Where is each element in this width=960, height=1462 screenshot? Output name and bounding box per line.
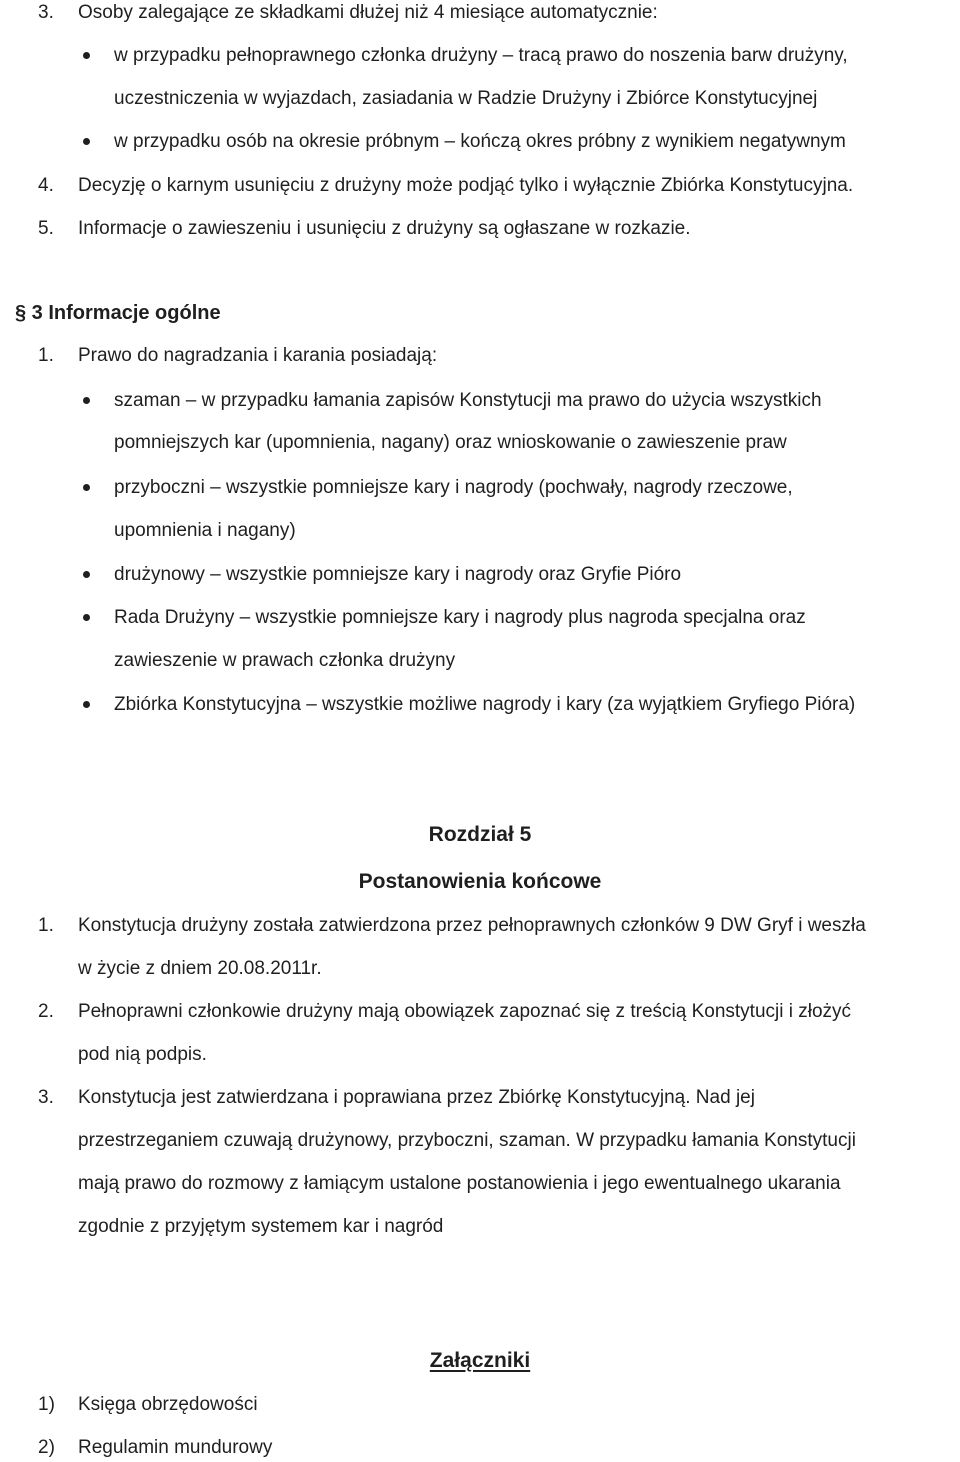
paragraph-line: pod nią podpis.	[78, 1044, 207, 1065]
paragraph-line: Konstytucja drużyny została zatwierdzona przez pełnoprawnych członków 9 DW Gryf i weszła	[78, 915, 866, 936]
attachment-number: 2)	[38, 1437, 55, 1458]
item-number: 3.	[38, 1087, 54, 1108]
paragraph-line: Prawo do nagradzania i karania posiadają:	[78, 345, 438, 366]
attachment-item: Księga obrzędowości	[78, 1394, 258, 1415]
attachment-item: Regulamin mundurowy	[78, 1437, 273, 1458]
bullet-icon	[83, 614, 90, 621]
paragraph-line: Konstytucja jest zatwierdzana i poprawiana przez Zbiórkę Konstytucyjną. Nad jej	[78, 1087, 755, 1108]
bullet-text: uczestniczenia w wyjazdach, zasiadania w Radzie Drużyny i Zbiórce Konstytucyjnej	[114, 88, 818, 109]
bullet-icon	[83, 52, 90, 59]
bullet-icon	[83, 571, 90, 578]
item-number: 4.	[38, 175, 54, 196]
item-number: 1.	[38, 915, 54, 936]
bullet-text: drużynowy – wszystkie pomniejsze kary i nagrody oraz Gryfie Pióro	[114, 564, 682, 585]
bullet-text: pomniejszych kar (upomnienia, nagany) oraz wnioskowanie o zawieszenie praw	[114, 432, 787, 453]
bullet-text: przyboczni – wszystkie pomniejsze kary i nagrody (pochwały, nagrody rzeczowe,	[114, 477, 793, 498]
paragraph-line: zgodnie z przyjętym systemem kar i nagród	[78, 1216, 444, 1237]
item-number: 2.	[38, 1001, 54, 1022]
bullet-text: zawieszenie w prawach członka drużyny	[114, 650, 456, 671]
paragraph-line: Pełnoprawni członkowie drużyny mają obowiązek zapoznać się z treścią Konstytucji i złożyć	[78, 1001, 852, 1022]
section-heading: § 3 Informacje ogólne	[15, 302, 221, 324]
bullet-icon	[83, 138, 90, 145]
chapter-subtitle: Postanowienia końcowe	[358, 870, 602, 893]
item-number: 1.	[38, 345, 54, 366]
attachment-number: 1)	[38, 1394, 55, 1415]
bullet-text: upomnienia i nagany)	[114, 520, 296, 541]
bullet-text: szaman – w przypadku łamania zapisów Konstytucji ma prawo do użycia wszystkich	[114, 390, 822, 411]
item-number: 5.	[38, 218, 54, 239]
paragraph-line: mają prawo do rozmowy z łamiącym ustalone postanowienia i jego ewentualnego ukarania	[78, 1173, 841, 1194]
bullet-icon	[83, 397, 90, 404]
paragraph-line: w życie z dniem 20.08.2011r.	[78, 958, 322, 979]
bullet-text: w przypadku osób na okresie próbnym – kończą okres próbny z wynikiem negatywnym	[114, 131, 846, 152]
attachments-title-wrapper	[0, 1348, 960, 1374]
paragraph-line: Osoby zalegające ze składkami dłużej niż 4 miesiące automatycznie:	[78, 2, 658, 23]
bullet-text: Rada Drużyny – wszystkie pomniejsze kary i nagrody plus nagroda specjalna oraz	[114, 607, 806, 628]
attachments-title: Załączniki	[429, 1349, 531, 1372]
bullet-icon	[83, 701, 90, 708]
item-number: 3.	[38, 2, 54, 23]
paragraph-line: Decyzję o karnym usunięciu z drużyny może podjąć tylko i wyłącznie Zbiórka Konstytucyjna.	[78, 175, 854, 196]
bullet-icon	[83, 484, 90, 491]
chapter-title: Rozdział 5	[428, 823, 532, 846]
paragraph-line: Informacje o zawieszeniu i usunięciu z drużyny są ogłaszane w rozkazie.	[78, 218, 691, 239]
paragraph-line: przestrzeganiem czuwają drużynowy, przyboczni, szaman. W przypadku łamania Konstytucji	[78, 1130, 856, 1151]
bullet-text: w przypadku pełnoprawnego członka drużyny – tracą prawo do noszenia barw drużyny,	[114, 45, 848, 66]
bullet-text: Zbiórka Konstytucyjna – wszystkie możliwe nagrody i kary (za wyjątkiem Gryfiego Pióra)	[114, 694, 856, 715]
